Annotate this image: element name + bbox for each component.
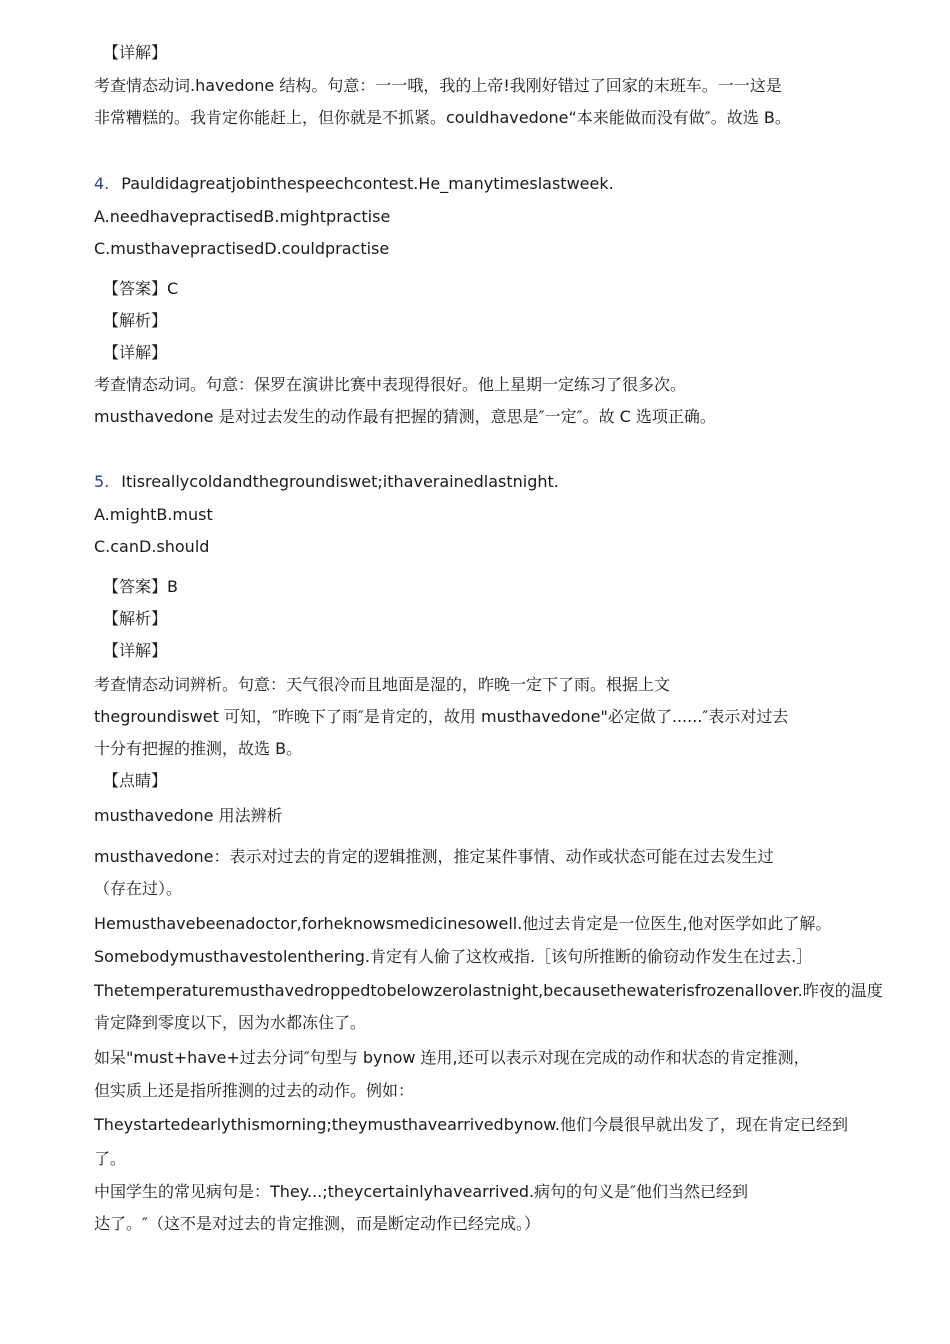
tip-tag: 【点睛】: [103, 771, 168, 790]
example-line: Thetemperaturemusthavedroppedtobelowzerolastnight,becausethewaterisfrozenallover.昨夜的温度: [94, 981, 883, 1000]
tip-line: 达了。″（这不是对过去的肯定推测，而是断定动作已经完成。）: [94, 1214, 540, 1233]
example-line: 了。: [94, 1149, 127, 1168]
tip-line: musthavedone 用法辨析: [94, 806, 283, 825]
question-4: [94, 174, 614, 194]
analysis-tag: 【解析】: [103, 609, 168, 628]
tip-line: musthavedone：表示对过去的肯定的逻辑推测，推定某件事情、动作或状态可能在过去发生过: [94, 847, 774, 866]
explanation-line: musthavedone 是对过去发生的动作最有把握的猜测，意思是″一定″。故 C 选项正确。: [94, 407, 716, 426]
example-line: 肯定降到零度以下，因为水都冻住了。: [94, 1013, 367, 1032]
detail-tag: 【详解】: [103, 641, 168, 660]
tip-line: （存在过）。: [94, 879, 183, 898]
options-line: A.needhavepractisedB.mightpractise: [94, 207, 391, 226]
question-stem: Itisreallycoldandthegroundiswet;ithaverainedlastnight.: [121, 472, 559, 491]
analysis-tag: 【解析】: [103, 311, 168, 330]
options-line: C.canD.should: [94, 537, 210, 556]
question-number: 5.: [94, 472, 110, 491]
example-line: Hemusthavebeenadoctor,forheknowsmedicinesowell.他过去肯定是一位医生,他对医学如此了解。: [94, 914, 832, 933]
question-number: 4.: [94, 174, 110, 193]
explanation-line: thegroundiswet 可知，″昨晚下了雨″是肯定的，故用 musthavedone"必定做了......″表示对过去: [94, 707, 789, 726]
explanation-line: 考查情态动词.havedone 结构。句意：一一哦，我的上帝!我刚好错过了回家的末班车。一一这是: [94, 76, 782, 95]
options-line: C.musthavepractisedD.couldpractise: [94, 239, 390, 258]
question-stem: Pauldidagreatjobinthespeechcontest.He_manytimeslastweek.: [121, 174, 614, 193]
tip-line: 但实质上还是指所推测的过去的动作。例如：: [94, 1081, 415, 1100]
detail-tag: 【详解】: [103, 343, 168, 362]
answer-tag: 【答案】B: [103, 577, 178, 596]
tip-line: 中国学生的常见病句是：They...;theycertainlyhavearrived.病句的句义是″他们当然已经到: [94, 1182, 749, 1201]
detail-tag: 【详解】: [103, 43, 168, 62]
explanation-line: 非常糟糕的。我肯定你能赶上，但你就是不抓紧。couldhavedone“本来能做而没有做″。故选 B。: [94, 108, 791, 127]
options-line: A.mightB.must: [94, 505, 213, 524]
explanation-line: 考查情态动词辨析。句意：天气很冷而且地面是湿的，昨晚一定下了雨。根据上文: [94, 675, 671, 694]
example-line: Theystartedearlythismorning;theymusthavearrivedbynow.他们今晨很早就出发了，现在肯定已经到: [94, 1115, 848, 1134]
question-5: [94, 472, 559, 492]
tip-line: 如呆"must+have+过去分词″句型与 bynow 连用,还可以表示对现在完成的动作和状态的肯定推测，: [94, 1048, 810, 1067]
explanation-line: 考查情态动词。句意：保罗在演讲比赛中表现得很好。他上星期一定练习了很多次。: [94, 375, 687, 394]
explanation-line: 十分有把握的推测，故选 B。: [94, 739, 303, 758]
example-line: Somebodymusthavestolenthering.肯定有人偷了这枚戒指.［该句所推断的偷窃动作发生在过去.］: [94, 947, 813, 966]
answer-tag: 【答案】C: [103, 279, 179, 298]
